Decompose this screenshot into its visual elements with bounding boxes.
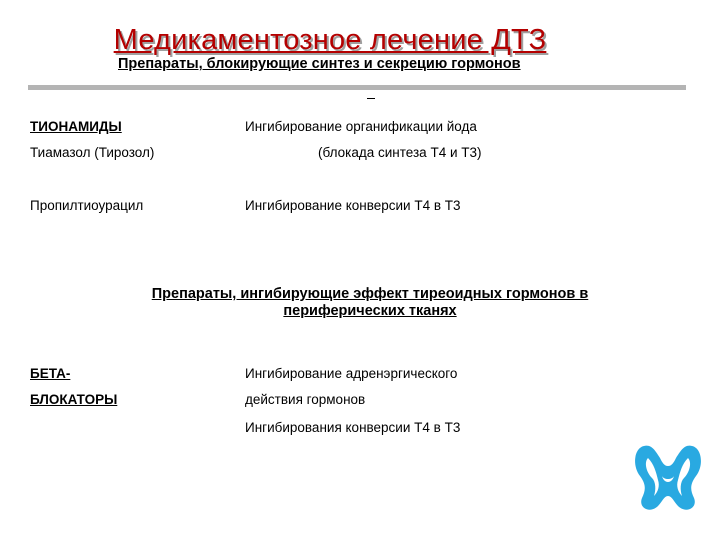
section2-heading — [60, 286, 680, 320]
drug-propylthiouracil: Пропилтиоурацил — [30, 198, 144, 213]
beta-effect-3: Ингибирования конверсии Т4 в Т3 — [245, 420, 461, 435]
page-title: Медикаментозное лечение ДТЗ — [113, 24, 547, 56]
thionamides-effect: Ингибирование органификации йода — [245, 119, 477, 134]
drug-thiamazole: Тиамазол (Тирозол) — [30, 145, 155, 160]
beta-effect-2: действия гормонов — [245, 392, 366, 407]
thiamazole-effect: (блокада синтеза Т4 и Т3) — [318, 145, 482, 160]
section2-heading-line1: Препараты, ингибирующие эффект тиреоидных гормонов в — [151, 286, 589, 302]
dash-marker — [367, 98, 375, 99]
propylthiouracil-effect: Ингибирование конверсии Т4 в Т3 — [245, 198, 461, 213]
divider — [28, 85, 686, 90]
beta-blockers-label-line2: БЛОКАТОРЫ — [30, 392, 118, 407]
beta-effect-1: Ингибирование адренэргического — [245, 366, 458, 381]
thionamides-label: ТИОНАМИДЫ — [30, 119, 122, 134]
section1-heading: Препараты, блокирующие синтез и секрецию гормонов — [118, 56, 521, 72]
section2-heading-line2: периферических тканях — [283, 303, 457, 319]
thyroid-logo-icon — [632, 440, 704, 514]
beta-blockers-label-line1: БЕТА- — [30, 366, 71, 381]
